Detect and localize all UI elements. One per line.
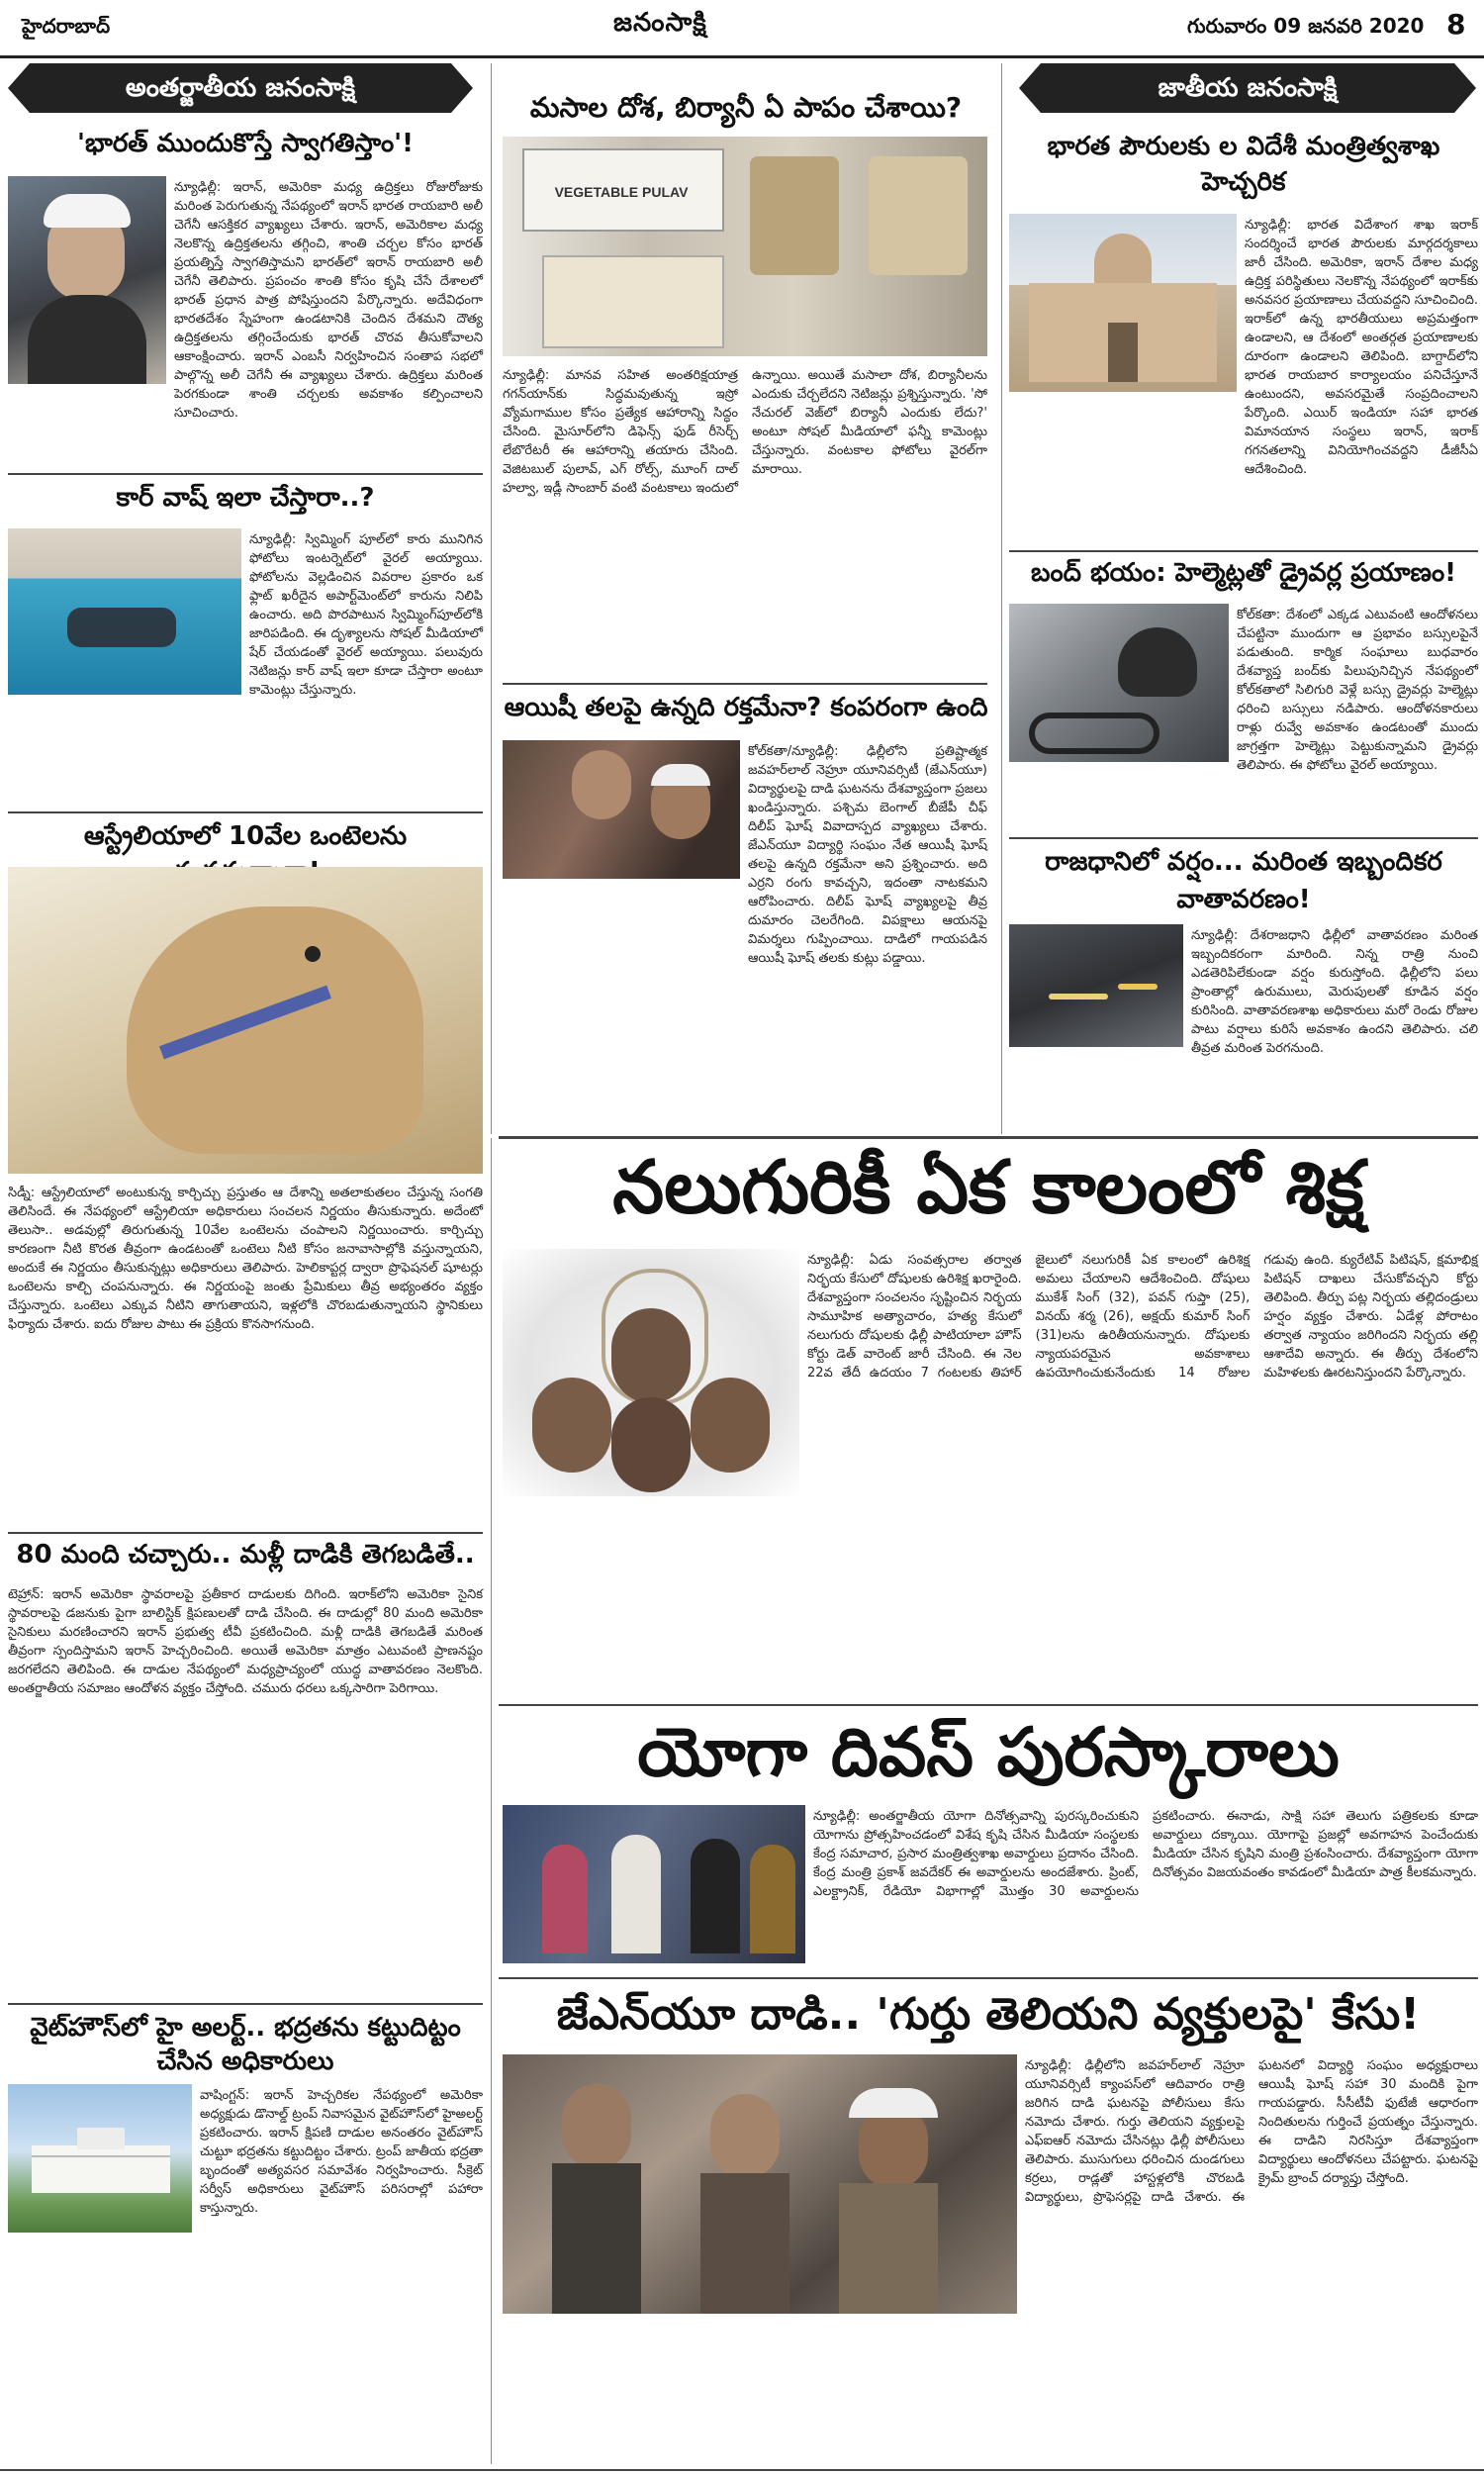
yoga-award-photo [503, 1805, 805, 1963]
divider [1009, 550, 1478, 552]
body-nirbhaya-cont [503, 1502, 799, 1700]
body-rain: న్యూఢిల్లీ: దేశరాజధాని ఢిల్లీలో వాతావరణం మరింత ఇబ్బందికరంగా మారింది. నిన్న రాత్రి నుంచి ఎడతెరిపిలేకుండా వర్షం కురుస్తోంది. ఢిల్లీలోని పలు ప్రాంతాల్లో ఉరుములు, మెరుపులతో కూడిన వర్షం కురిసింది. వాతావరణశాఖ అధికారులు మరో రెండు రోజుల పాటు వర్షాలు కురిసే అవకాశం ఉందని తెలిపారు. చలి తీవ్రత మరింత పెరగనుంది. [1191, 928, 1478, 1056]
headline-masala-dosa: మసాల దోశ, బిర్యానీ ఏ పాపం చేశాయి? [529, 91, 963, 124]
section-banner-national: జాతీయ జనంసాక్షి [1019, 63, 1476, 113]
rouhani-photo [8, 176, 166, 384]
headline-camels: ఆస్ట్రేలియాలో 10వేల ఒంటెలను [83, 821, 408, 851]
body-advisory-cont [1009, 400, 1478, 540]
body-aishe-cont [503, 885, 987, 1132]
divider [499, 1977, 1478, 1979]
divider [8, 1532, 483, 1534]
divider [503, 683, 987, 685]
headline-advisory: భారత పౌరులకు ల విదేశీ మంత్రిత్వశాఖ హెచ్చరిక [1047, 132, 1440, 197]
body-car-wash: న్యూఢిల్లీ: స్విమ్మింగ్ పూల్‌లో కారు మునిగిన ఫోటోలు ఇంటర్నెట్‌లో వైరల్ అయ్యాయి. ఫోటోలను వెల్లడించిన వివరాల ప్రకారం ఒక ఫ్లాట్ ఖరీదైన అపార్ట్‌మెంట్‌లో కారును నిలిపి ఉంచారు. అది పొరపాటున స్విమ్మింగ్‌పూల్‌లోకి జారిపడింది. ఈ దృశ్యాలను సోషల్ మీడియాలో షేర్ చేయడంతో వైరల్ అయ్యాయి. పలువురు నెటిజన్లు కార్ వాష్ ఇలా కూడా చేస్తారా అంటూ కామెంట్లు చేస్తున్నారు. [249, 532, 483, 698]
government-building-photo [1009, 214, 1237, 392]
masthead-logo: జనంసాక్షి [613, 8, 707, 38]
masthead-date: గురువారం 09 జనవరి 2020 [1187, 14, 1425, 38]
headline-jnu-case: జేఎన్‌యూ దాడి.. 'గుర్తు తెలియని వ్యక్తులపై' కేసు! [556, 1989, 1421, 2040]
camel-photo [8, 867, 483, 1174]
rain-photo [1009, 924, 1183, 1047]
masthead-city: హైదరాబాద్ [22, 14, 111, 38]
headline-80-dead: 80 మంది చచ్చారు.. మళ్లీ దాడికి తెగబడితే.. [16, 1540, 475, 1570]
body-80-dead: టెహ్రాన్: ఇరాన్ అమెరికా స్థావరాలపై ప్రతీకార దాడులకు దిగింది. ఇరాక్‌లోని అమెరికా సైనిక స్థావరాలపై డజనుకు పైగా బాలిస్టిక్ క్షిపణులతో దాడి చేసింది. ఈ దాడుల్లో 80 మంది అమెరికా సైనికులు మరణించారని ఇరాన్ ప్రభుత్వ టీవీ ప్రకటించింది. మళ్లీ దాడికి తెగబడితే మరింత తీవ్రంగా స్పందిస్తామని ఇరాన్ హెచ్చరించింది. అయితే అమెరికా మాత్రం ఎటువంటి ప్రాణనష్టం జరగలేదని తెలిపింది. ఈ దాడుల నేపథ్యంలో మధ్యప్రాచ్యంలో యుద్ధ వాతావరణం నెలకొంది. అంతర్జాతీయ సమాజం ఆందోళన వ్యక్తం చేస్తోంది. చమురు ధరలు ఒక్కసారిగా పెరిగాయి. [8, 1587, 483, 1696]
body-masala-dosa: న్యూఢిల్లీ: మానవ సహిత అంతరిక్షయాత్ర గగన్‌యాన్‌కు సిద్ధమవుతున్న ఇస్రో వ్యోమగాముల కోసం ప్రత్యేక ఆహారాన్ని సిద్ధం చేసింది. మైసూర్‌లోని డిఫెన్స్ ఫుడ్ రీసెర్చ్ లేబొరేటరీ ఈ ఆహారాన్ని తయారు చేసింది. వెజిటబుల్ పులావ్, ఎగ్ రోల్స్, మూంగ్ దాల్ హల్వా, ఇడ్లీ సాంబార్ వంటి వంటకాలు ఇందులో ఉన్నాయి. అయితే మసాలా దోశ, బిర్యానీలను ఎందుకు చేర్చలేదని నెటిజన్లు ప్రశ్నిస్తున్నారు. 'సో నేచురల్ వెజ్‌లో బిర్యానీ ఎందుకు లేదు?' అంటూ సోషల్ మీడియాలో ఫన్నీ కామెంట్లు చేస్తున్నారు. వంటకాల ఫోటోలు వైరల్‌గా మారాయి. [503, 368, 987, 496]
convicts-photo [503, 1249, 799, 1496]
column-rule [1001, 63, 1002, 1134]
headline-yoga: యోగా దివస్ పురస్కారాలు [637, 1714, 1340, 1792]
body-jnu-case-cont [503, 2320, 1017, 2462]
body-jnu-case: న్యూఢిల్లీ: ఢిల్లీలోని జవహర్‌లాల్ నెహ్రూ యూనివర్సిటీ క్యాంపస్‌లో ఆదివారం రాత్రి జరిగిన దాడి ఘటనపై పోలీసులు కేసు నమోదు చేశారు. గుర్తు తెలియని వ్యక్తులపై ఎఫ్ఐఆర్ నమోదు చేసినట్లు ఢిల్లీ పోలీసులు తెలిపారు. ముసుగులు ధరించిన దుండగులు కర్రలు, రాడ్లతో హాస్టళ్లలోకి చొరబడి విద్యార్థులు, ప్రొఫెసర్లపై దాడి చేశారు. ఈ ఘటనలో విద్యార్థి సంఘం అధ్యక్షురాలు ఆయిషీ ఘోష్ సహా 30 మందికి పైగా గాయపడ్డారు. సీసీటీవీ ఫుటేజీ ఆధారంగా నిందితులను గుర్తించే ప్రయత్నం చేస్తున్నారు. ఈ దాడిని నిరసిస్తూ దేశవ్యాప్తంగా విద్యార్థులు ఆందోళనలు చేపట్టారు. ఘటనపై క్రైమ్ బ్రాంచ్ దర్యాప్తు చేస్తోంది. [1025, 2058, 1478, 2205]
page-number: 8 [1446, 8, 1466, 41]
divider [8, 811, 483, 813]
body-nirbhaya: న్యూఢిల్లీ: ఏడు సంవత్సరాల తర్వాత నిర్భయ కేసులో దోషులకు ఉరిశిక్ష ఖరారైంది. దేశవ్యాప్తంగా సంచలనం సృష్టించిన నిర్భయ సామూహిక అత్యాచారం, హత్య కేసులో నలుగురు దోషులకు ఢిల్లీ పాటియాలా హౌస్ కోర్టు డెత్ వారెంట్ జారీ చేసింది. ఈ నెల 22వ తేదీ ఉదయం 7 గంటలకు తిహార్ జైలులో నలుగురికీ ఏక కాలంలో ఉరిశిక్ష అమలు చేయాలని ఆదేశించింది. దోషులు ముకేశ్ సింగ్ (32), పవన్ గుప్తా (25), వినయ్ శర్మ (26), అక్షయ్ కుమార్ సింగ్ (31)లను ఉరితీయనున్నారు. దోషులకు న్యాయపరమైన అవకాశాలు ఉపయోగించుకునేందుకు 14 రోజుల గడువు ఉంది. క్యురేటివ్ పిటిషన్, క్షమాభిక్ష పిటిషన్ దాఖలు చేసుకోవచ్చని కోర్టు తెలిపింది. తీర్పు పట్ల నిర్భయ తల్లిదండ్రులు హర్షం వ్యక్తం చేశారు. ఏడేళ్ల పోరాటం తర్వాత న్యాయం జరిగిందని నిర్భయ తల్లి ఆశాదేవి అన్నారు. ఈ తీర్పు దేశంలోని మహిళలకు ఊరటనిస్తుందని పేర్కొన్నారు. [807, 1253, 1478, 1380]
column-rule [491, 63, 492, 1134]
headline-nirbhaya: నలుగురికీ ఏక కాలంలో శిక్ష [612, 1145, 1364, 1230]
body-camels: సిడ్నీ: ఆస్ట్రేలియాలో అంటుకున్న కార్చిచ్చు ప్రస్తుతం ఆ దేశాన్ని అతలాకుతలం చేస్తున్న సంగతి తెలిసిందే. ఈ నేపథ్యంలో ఆస్ట్రేలియా అధికారులు సంచలన నిర్ణయం తీసుకున్నారు. అదేంటో తెలుసా.. అడవుల్లో తిరుగుతున్న 10వేల ఒంటెలను చంపాలని నిర్ణయించారు. కార్చిచ్చు కారణంగా నీటి కొరత తీవ్రంగా ఉండటంతో ఒంటెలు నీటి కోసం జనావాసాల్లోకి వస్తున్నాయని, అందుకే ఈ నిర్ణయం తీసుకున్నట్లు అధికారులు తెలిపారు. హెలికాప్టర్ల ద్వారా ప్రొఫెషనల్ షూటర్లు ఒంటెలను కాల్చి చంపనున్నారు. ఈ నిర్ణయంపై జంతు ప్రేమికులు తీవ్ర అభ్యంతరం వ్యక్తం చేస్తున్నారు. ఒంటెలు ఎక్కువ నీటిని తాగుతాయని, ఇళ్లలోకి చొరబడుతున్నాయని స్థానికులు ఫిర్యాదు చేశారు. ఐదు రోజుల పాటు ఈ ప్రక్రియ కొనసాగనుంది. [8, 1186, 483, 1332]
body-yoga: న్యూఢిల్లీ: అంతర్జాతీయ యోగా దినోత్సవాన్ని పురస్కరించుకుని యోగాను ప్రోత్సహించడంలో విశేష కృషి చేసిన మీడియా సంస్థలకు కేంద్ర సమాచార, ప్రసార మంత్రిత్వశాఖ అవార్డులు ప్రదానం చేసింది. కేంద్ర మంత్రి ప్రకాశ్ జవదేకర్ ఈ అవార్డులను అందజేశారు. ప్రింట్, ఎలక్ట్రానిక్, రేడియో విభాగాల్లో మొత్తం 30 అవార్డులను ప్రకటించారు. ఈనాడు, సాక్షి సహా తెలుగు పత్రికలకు కూడా అవార్డులు దక్కాయి. యోగాపై ప్రజల్లో అవగాహన పెంచేందుకు మీడియా చేసిన కృషిని మంత్రి ప్రశంసించారు. దేశవ్యాప్తంగా యోగా దినోత్సవం విజయవంతం కావడంలో మీడియా పాత్ర కీలకమన్నారు. [813, 1809, 1478, 1899]
body-advisory: న్యూఢిల్లీ: భారత విదేశాంగ శాఖ ఇరాక్ సందర్శించే భారత పౌరులకు మార్గదర్శకాలు జారీ చేసింది. అమెరికా, ఇరాన్ దేశాల మధ్య ఉద్రిక్త పరిస్థితులు నెలకొన్న నేపథ్యంలో ఇరాక్‌కు అనవసర ప్రయాణాలు చేయవద్దని సూచించింది. ఇరాక్‌లో ఉన్న భారతీయులు అప్రమత్తంగా ఉండాలని, ఆ దేశంలో అంతర్గత ప్రయాణాలకు దూరంగా ఉండాలని తెలిపింది. బాగ్దాద్‌లోని భారత రాయబార కార్యాలయం పనిచేస్తూనే ఉంటుందని, అవసరమైతే సంప్రదించాలని పేర్కొంది. ఎయిర్ ఇండియా సహా భారత విమానయాన సంస్థలు ఇరాన్, ఇరాక్ గగనతలాన్ని వినియోగించవద్దని డీజీసీఏ ఆదేశించింది. [1245, 218, 1478, 477]
divider [1009, 837, 1478, 839]
food-panel-label: VEGETABLE PULAV [554, 184, 689, 200]
headline-aishe: ఆయిషీ తలపై ఉన్నది రక్తమేనా? కంపరంగా ఉంది [504, 693, 988, 722]
column-rule [491, 1138, 492, 2464]
headline-car-wash: కార్ వాష్ ఇలా చేస్తారా..? [116, 483, 375, 513]
body-bandh: కోల్‌కతా: దేశంలో ఎక్కడ ఎటువంటి ఆందోళనలు చేపట్టినా ముందుగా ఆ ప్రభావం బస్సులపైనే పడుతుంది. కార్మిక సంఘాలు బుధవారం దేశవ్యాప్త బంద్‌కు పిలుపునిచ్చిన నేపథ్యంలో కోల్‌కతాలో సిలిగురి వెళ్లే బస్సు డ్రైవర్లు హెల్మెట్లు ధరించి బస్సులు నడిపారు. ఆందోళనకారులు రాళ్లు రువ్వే అవకాశం ఉండటంతో ముందు జాగ్రత్తగా హెల్మెట్లు పెట్టుకున్నామని డ్రైవర్లు తెలిపారు. ఈ ఫోటోలు వైరల్ అయ్యాయి. [1237, 608, 1478, 773]
jnu-protest-photo [503, 740, 740, 879]
headline-white-house: వైట్‌హౌస్‌లో హై అలర్ట్.. భద్రతను కట్టుదిట్టం చేసిన అధికారులు [30, 2013, 461, 2076]
body-white-house: వాషింగ్టన్: ఇరాన్ హెచ్చరికల నేపథ్యంలో అమెరికా అధ్యక్షుడు డొనాల్డ్ ట్రంప్ నివాసమైన వైట్‌హౌస్‌లో హైఅలర్ట్ ప్రకటించారు. ఇరాన్ క్షిపణి దాడుల అనంతరం వైట్‌హౌస్ చుట్టూ భద్రతను కట్టుదిట్టం చేశారు. ట్రంప్ జాతీయ భద్రతా బృందంతో అత్యవసర సమావేశం నిర్వహించారు. సీక్రెట్ సర్వీస్ అధికారులు వైట్‌హౌస్ పరిసరాల్లో పహారా కాస్తున్నారు. [200, 2088, 483, 2216]
jnu-students-photo [503, 2054, 1017, 2314]
headline-india-welcome: 'భారత్ ముందుకొస్తే స్వాగతిస్తాం'! [77, 129, 414, 158]
body-rain-cont [1009, 1051, 1478, 1130]
body-aishe: కోల్‌కతా/న్యూఢిల్లీ: ఢిల్లీలోని ప్రతిష్టాత్మక జవహర్‌లాల్ నెహ్రూ యూనివర్సిటీ (జేఎన్‌యూ) విద్యార్థులపై దాడి ఘటనను దేశవ్యాప్తంగా ప్రజలు ఖండిస్తున్నారు. పశ్చిమ బెంగాల్ బీజేపీ చీఫ్ దిలీప్ ఘోష్ వివాదాస్పద వ్యాఖ్యలు చేశారు. జేఎన్‌యూ విద్యార్థి సంఘం నేత ఆయిషీ ఘోష్ తలపై ఉన్నది రక్తమేనా అని ప్రశ్నించారు. అది ఎర్రని రంగు కావచ్చని, ఇదంతా నాటకమని ఆరోపించారు. దిలీప్ ఘోష్ వ్యాఖ్యలపై తీవ్ర దుమారం చెలరేగింది. విపక్షాలు ఆయనపై విమర్శలు గుప్పించాయి. దాడిలో గాయపడిన ఆయిషీ ఘోష్ తలకు కుట్లు పడ్డాయి. [748, 744, 987, 966]
headline-rain: రాజధానిలో వర్షం... మరింత ఇబ్బందికర వాతావరణం! [1045, 847, 1442, 914]
divider [8, 2003, 483, 2005]
pool-car-photo [8, 528, 241, 695]
body-india-welcome: న్యూఢిల్లీ: ఇరాన్, అమెరికా మధ్య ఉద్రిక్తలు రోజురోజుకు మరింత పెరుగుతున్న నేపథ్యంలో ఇరాన్ భారత రాయబారి అలీ చెగేనీ ఆసక్తికర వ్యాఖ్యలు చేశారు. ఇరాన్, అమెరికాల మధ్య నెలకొన్న ఉద్రిక్తతలను తగ్గించి, శాంతి చర్చల కోసం భారత్ ప్రయత్నిస్తే స్వాగతిస్తామని భారత్‌లో ఇరాన్ రాయబారి అలీ చెగేనీ తెలిపారు. ప్రపంచం శాంతి కోసం కృషి చేసే దేశాలలో భారత్ ప్రధాన పాత్ర పోషిస్తుందని పేర్కొన్నారు. అదేవిధంగా భారతదేశం స్నేహంగా ఉండటానికి చెందిన దేశమని దౌత్య ఉద్రిక్తతలను తగ్గించేందుకు భారత్ చొరవ తీసుకోవాలని ఆకాంక్షించారు. ఇరాన్ ఎంబసీ నిర్వహించిన సంతాప సభలో పాల్గొన్న అలీ చెగేనీ ఈ వ్యాఖ్యలు చేశారు. ఉద్రిక్తలు మరింత పెరగకుండా శాంతి చర్చలకు అవకాశం కల్పించాలని సూచించారు. [174, 180, 483, 421]
headline-bandh: బంద్ భయం: హెల్మెట్లతో డ్రైవర్ల ప్రయాణం! [1030, 558, 1457, 588]
white-house-photo [8, 2084, 192, 2233]
divider [8, 473, 483, 475]
space-food-photo [503, 137, 987, 356]
page-bottom-rule [0, 2469, 1484, 2471]
section-banner-intl: అంతర్జాతీయ జనంసాక్షి [8, 63, 473, 113]
helmet-driver-photo [1009, 604, 1229, 762]
divider [499, 1704, 1478, 1706]
